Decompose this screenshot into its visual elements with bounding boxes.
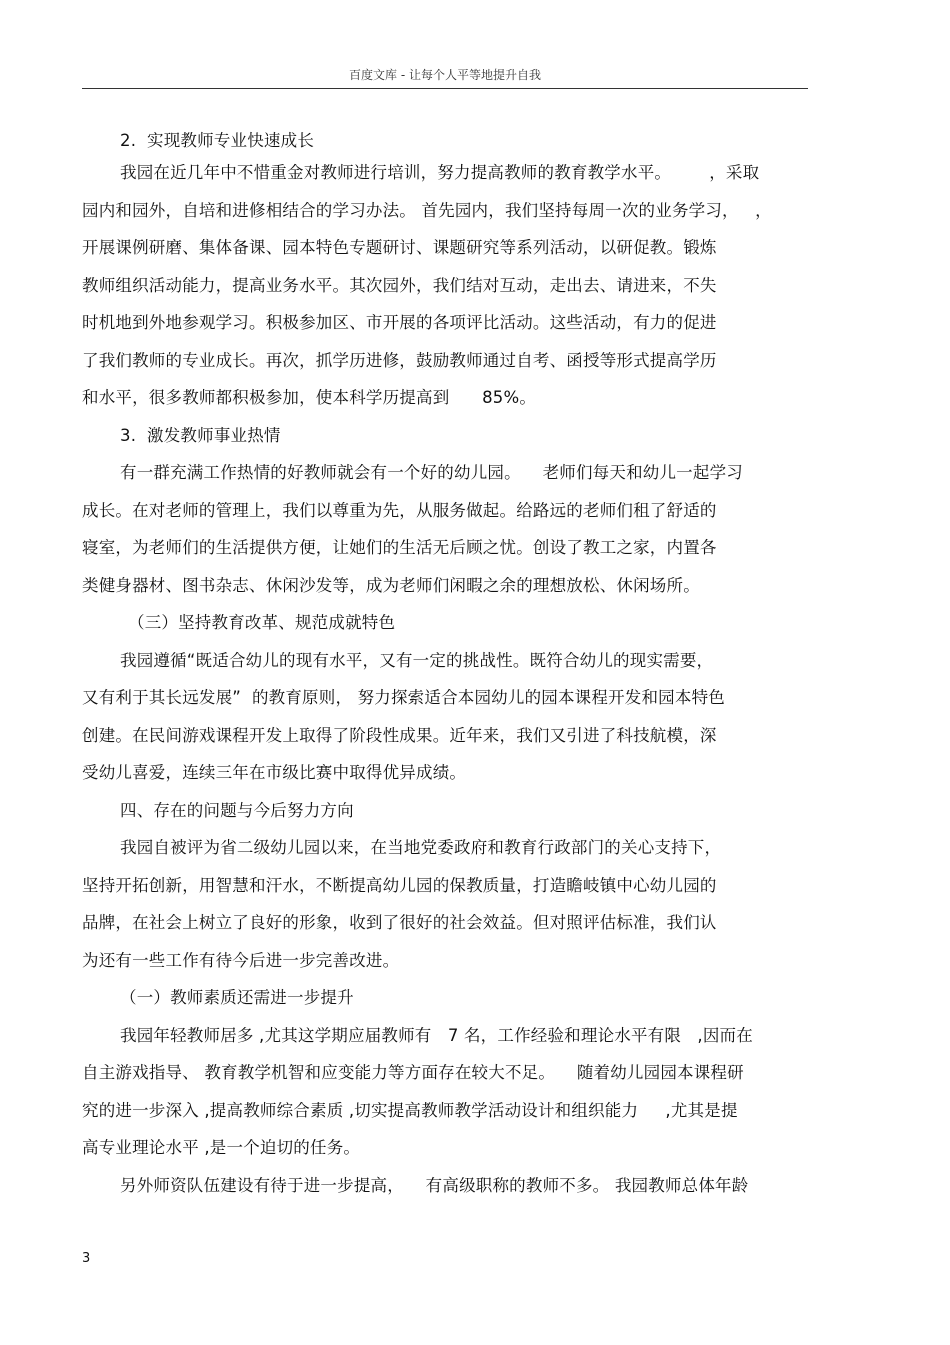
paragraph-line: 又有利于其长远发展” 的教育原则， 努力探索适合本园幼儿的园本课程开发和园本特色: [82, 688, 725, 707]
paragraph-line: 开展课例研磨、集体备课、园本特色专题研讨、课题研究等系列活动，以研促教。锻炼: [82, 238, 717, 257]
page-header: [82, 62, 808, 89]
paragraph-line: 高专业理论水平 ,是一个迫切的任务。: [82, 1138, 361, 1157]
paragraph-line: 时机地到外地参观学习。积极参加区、市开展的各项评比活动。这些活动，有力的促进: [82, 313, 717, 332]
heading-line: 2. 实现教师专业快速成长: [120, 131, 315, 150]
heading-line: 3. 激发教师事业热情: [120, 426, 281, 445]
paragraph-line: 有一群充满工作热情的好教师就会有一个好的幼儿园。 老师们每天和幼儿一起学习: [120, 463, 743, 482]
paragraph-line: 类健身器材、图书杂志、休闲沙发等，成为老师们闲暇之余的理想放松、休闲场所。: [82, 576, 700, 595]
paragraph-line: 受幼儿喜爱，连续三年在市级比赛中取得优异成绩。: [82, 763, 467, 782]
heading-line: 四、存在的问题与今后努力方向: [120, 801, 354, 820]
paragraph-line: 坚持开拓创新，用智慧和汗水，不断提高幼儿园的保教质量，打造瞻岐镇中心幼儿园的: [82, 876, 717, 895]
paragraph-line: 自主游戏指导、 教育教学机智和应变能力等方面存在较大不足。 随着幼儿园园本课程研: [82, 1063, 744, 1082]
heading-line: （一）教师素质还需进一步提升: [120, 988, 354, 1007]
header-text: 百度文库 - 让每个人平等地提升自我: [349, 68, 541, 82]
paragraph-line: 究的进一步深入 ,提高教师综合素质 ,切实提高教师教学活动设计和组织能力 ,尤其是提: [82, 1101, 738, 1120]
paragraph-line: 我园年轻教师居多 ,尤其这学期应届教师有 7 名，工作经验和理论水平有限 ,因而在: [120, 1026, 753, 1045]
paragraph-line: 另外师资队伍建设有待于进一步提高， 有高级职称的教师不多。 我园教师总体年龄: [120, 1176, 749, 1195]
paragraph-line: 和水平，很多教师都积极参加，使本科学历提高到 85%。: [82, 388, 537, 407]
paragraph-line: 为还有一些工作有待今后进一步完善改进。: [82, 951, 400, 970]
paragraph-line: 了我们教师的专业成长。再次，抓学历进修，鼓励教师通过自考、函授等形式提高学历: [82, 351, 717, 370]
paragraph-line: 我园遵循“既适合幼儿的现有水平，又有一定的挑战性。既符合幼儿的现实需要，: [120, 651, 714, 670]
paragraph-line: 园内和园外，自培和进修相结合的学习办法。 首先园内，我们坚持每周一次的业务学习， ，: [82, 201, 772, 220]
paragraph-line: 创建。在民间游戏课程开发上取得了阶段性成果。近年来，我们又引进了科技航模，深: [82, 726, 717, 745]
paragraph-line: 成长。在对老师的管理上，我们以尊重为先，从服务做起。给路远的老师们租了舒适的: [82, 501, 717, 520]
paragraph-line: 我园在近几年中不惜重金对教师进行培训，努力提高教师的教育教学水平。 ，采取: [120, 163, 760, 182]
page-number: 3: [82, 1251, 91, 1266]
paragraph-line: 我园自被评为省二级幼儿园以来，在当地党委政府和教育行政部门的关心支持下，: [120, 838, 722, 857]
paragraph-line: 品牌，在社会上树立了良好的形象，收到了很好的社会效益。但对照评估标准，我们认: [82, 913, 717, 932]
paragraph-line: 教师组织活动能力，提高业务水平。其次园外，我们结对互动，走出去、请进来，不失: [82, 276, 717, 295]
heading-line: （三）坚持教育改革、规范成就特色: [128, 613, 396, 632]
paragraph-line: 寝室，为老师们的生活提供方便，让她们的生活无后顾之忧。创设了教工之家，内置各: [82, 538, 717, 557]
